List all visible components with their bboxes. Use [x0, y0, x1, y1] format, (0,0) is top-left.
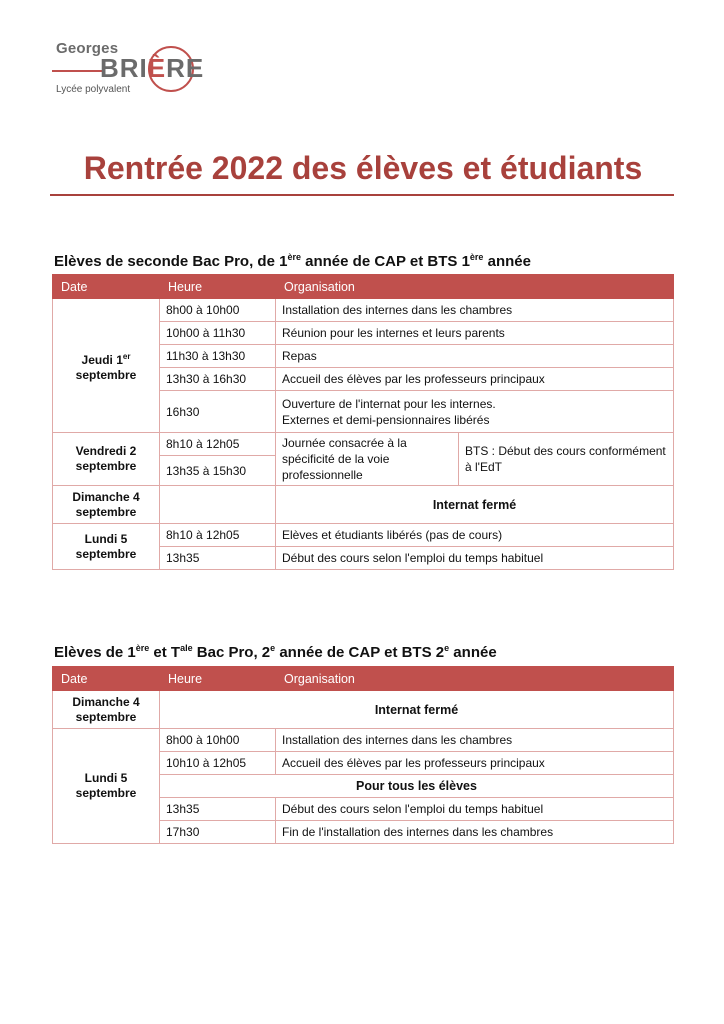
org-cell: Accueil des élèves par les professeurs principaux: [276, 368, 674, 391]
school-logo: [52, 40, 212, 100]
section2-title-sup2: ale: [180, 643, 193, 653]
day-cell-dimanche: [53, 486, 160, 524]
org-cell: Début des cours selon l'emploi du temps habituel: [276, 547, 674, 570]
day-jeudi-month: septembre: [75, 367, 137, 382]
section1-title-sup1: ère: [287, 252, 301, 262]
section2-title-sup4: e: [444, 643, 450, 653]
schedule-table-1: [52, 274, 674, 570]
org-cell: [276, 391, 674, 433]
day-lundi-month: septembre: [75, 546, 137, 561]
time-cell: 16h30: [160, 391, 276, 433]
logo-briere: [100, 53, 204, 84]
logo-briere-accent: È: [147, 53, 167, 83]
day-dimanche-month: septembre: [75, 709, 137, 724]
org-cell: Repas: [276, 345, 674, 368]
day-dimanche-label: Dimanche 4: [72, 694, 140, 709]
table-row: [53, 433, 674, 456]
org-cell-closed: Internat fermé: [276, 486, 674, 524]
org-cell: Fin de l'installation des internes dans les chambres: [276, 821, 674, 844]
day-dimanche-month: septembre: [75, 504, 137, 519]
logo-briere-part1: BRI: [100, 53, 148, 83]
org-cell: Elèves et étudiants libérés (pas de cours): [276, 524, 674, 547]
all-students-cell: Pour tous les élèves: [160, 775, 674, 798]
day-jeudi-label: Jeudi 1: [81, 352, 123, 367]
logo-line: [52, 70, 102, 72]
section2-title: [54, 643, 497, 661]
table-header-row: [53, 667, 674, 691]
time-cell-empty: [160, 486, 276, 524]
day-lundi-label: Lundi 5: [84, 771, 128, 785]
header-date: Date: [53, 667, 160, 691]
schedule-table-2: [52, 666, 674, 844]
org-cell: Installation des internes dans les chambres: [276, 729, 674, 752]
title-rule: [50, 194, 674, 196]
day-lundi-label: Lundi 5: [84, 531, 128, 546]
day-lundi-month: septembre: [75, 786, 137, 800]
org-cell: Accueil des élèves par les professeurs principaux: [276, 752, 674, 775]
table-header-row: [53, 275, 674, 299]
page-title: Rentrée 2022 des élèves et étudiants: [83, 150, 643, 186]
org-cell: Réunion pour les internes et leurs parents: [276, 322, 674, 345]
logo-subtitle: Lycée polyvalent: [56, 84, 131, 95]
time-cell: 13h35: [160, 798, 276, 821]
time-cell: 11h30 à 13h30: [160, 345, 276, 368]
section1-title-c: année: [483, 253, 531, 270]
day-vendredi-label: Vendredi 2: [75, 444, 137, 458]
day-jeudi-sup: er: [122, 351, 131, 361]
section1-title: [54, 252, 531, 270]
table-row: [53, 486, 674, 524]
org-cell: Début des cours selon l'emploi du temps habituel: [276, 798, 674, 821]
org-cell-right: BTS : Début des cours conformément à l'EdT: [459, 433, 674, 486]
time-cell: 13h35: [160, 547, 276, 570]
header-heure: Heure: [160, 667, 276, 691]
table-row: [53, 691, 674, 729]
time-cell: 17h30: [160, 821, 276, 844]
section1-title-sup2: ère: [469, 252, 484, 262]
table-row: [53, 299, 674, 322]
header-organisation: Organisation: [276, 667, 674, 691]
org-cell-closed: Internat fermé: [160, 691, 674, 729]
section1-title-b: année de CAP et BTS 1: [300, 253, 470, 270]
day-cell-jeudi: [53, 299, 160, 433]
time-cell: 10h10 à 12h05: [160, 752, 276, 775]
day-cell-dimanche: [53, 691, 160, 729]
org-line1: Ouverture de l'internat pour les internes.: [282, 396, 496, 411]
section2-title-a: Elèves de 1: [54, 644, 136, 661]
section2-title-sup1: ère: [135, 643, 150, 653]
org-line2: Externes et demi-pensionnaires libérés: [282, 412, 490, 427]
time-cell: 8h10 à 12h05: [160, 524, 276, 547]
time-cell: 13h30 à 16h30: [160, 368, 276, 391]
time-cell: 8h00 à 10h00: [160, 299, 276, 322]
org-cell: Installation des internes dans les chambres: [276, 299, 674, 322]
logo-georges: Georges: [56, 40, 119, 57]
section2-title-d: année de CAP et BTS 2: [275, 644, 445, 661]
header-date: Date: [53, 275, 160, 299]
time-cell: 10h00 à 11h30: [160, 322, 276, 345]
section1-title-a: Elèves de seconde Bac Pro, de 1: [54, 253, 288, 270]
table-row: [53, 524, 674, 547]
time-cell: 13h35 à 15h30: [160, 456, 276, 486]
table-row: [53, 729, 674, 752]
section2-title-sup3: e: [270, 643, 276, 653]
day-dimanche-label: Dimanche 4: [72, 489, 140, 504]
header-organisation: Organisation: [276, 275, 674, 299]
time-cell: 8h10 à 12h05: [160, 433, 276, 456]
day-cell-lundi: [53, 524, 160, 570]
header-heure: Heure: [160, 275, 276, 299]
section2-title-b: et T: [149, 644, 181, 661]
time-cell: 8h00 à 10h00: [160, 729, 276, 752]
day-cell-vendredi: [53, 433, 160, 486]
logo-briere-part3: RE: [166, 53, 205, 83]
day-vendredi-month: septembre: [75, 459, 137, 473]
section2-title-c: Bac Pro, 2: [192, 644, 271, 661]
section2-title-e: année: [449, 644, 497, 661]
org-cell-left: Journée consacrée à la spécificité de la voie professionnelle: [276, 433, 459, 486]
day-cell-lundi: [53, 729, 160, 844]
